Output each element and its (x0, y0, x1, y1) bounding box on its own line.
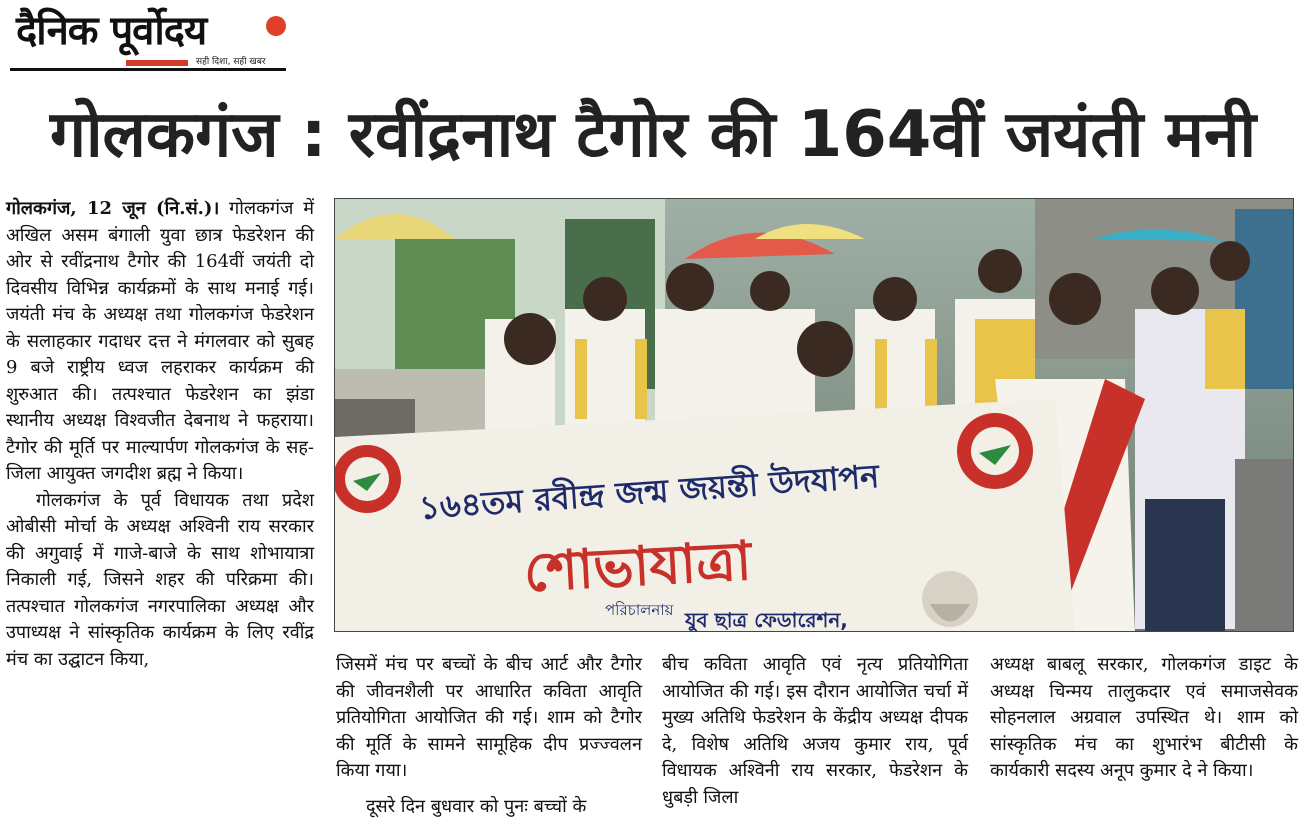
emblem-right-icon (957, 413, 1033, 489)
article-paragraph (6, 196, 314, 488)
emblem-left-icon (335, 445, 401, 513)
article-paragraph: अध्यक्ष बाबलू सरकार, गोलकगंज डाइट के अध्यक्ष चिन्मय तालुकदार एवं समाजसेवक सोहनलाल अग्रवाल उपस्थित थे। शाम को सांस्कृतिक मंच का शुभारंभ बीटीसी के कार्यकारी सदस्य अनूप कुमार दे ने किया। (990, 654, 1298, 781)
article-column-3 (662, 652, 968, 811)
masthead-rule (10, 68, 286, 71)
banner-top-text: ১৬৪তম রবীন্দ্র জন্ম জয়ন্তী উদযাপন (417, 456, 881, 527)
banner-main-text: শোভাযাত্রা (522, 529, 753, 604)
dateline: गोलकगंज, 12 जून (नि.सं.)। (6, 198, 220, 219)
masthead (10, 6, 290, 74)
article-paragraph: दूसरे दिन बुधवार को पुनः बच्चों के (366, 795, 587, 817)
article-column-2 (336, 652, 642, 820)
article-paragraph: गोलकगंज के पूर्व विधायक तथा प्रदेश ओबीसी मोर्चा के अध्यक्ष अश्विनी राय सरकार की अगुवाई में गाजे-बाजे के साथ शोभायात्रा निकाली गई, जिसने शहर की परिक्रमा की। तत्पश्चात गोलकगंज नगरपालिका अध्यक्ष और उपाध्यक्ष ने सांस्कृतिक कार्यक्रम के लिए रवींद्र मंच का उद्घाटन किया, (6, 489, 314, 670)
newspaper-logo: दैनिक पूर्वोदय (16, 8, 207, 54)
masthead-tagline: सही दिशा, सही खबर (196, 57, 266, 67)
news-photo-procession (334, 198, 1294, 632)
article-column-4 (990, 652, 1298, 785)
masthead-red-tag (126, 60, 188, 66)
article-paragraph: जिसमें मंच पर बच्चों के बीच आर्ट और टैगोर की जीवनशैली पर आधारित कविता आवृति प्रतियोगिता आयोजित की गई। शाम को टैगोर की मूर्ति के सामने सामूहिक दीप प्रज्ज्वलन किया गया। (336, 654, 642, 781)
banner-sub-text: পরিচালনায় (605, 601, 674, 619)
article-headline: गोलकगंज : रवींद्रनाथ टैगोर की 164वीं जयंती मनी (49, 98, 1257, 172)
paragraph-text: गोलकगंज में अखिल असम बंगाली युवा छात्र फेडरेशन की ओर से रवींद्रनाथ टैगोर की 164वीं जयंती दो दिवसीय विभिन्न कार्यक्रमों के साथ मनाई गई। जयंती मंच के अध्यक्ष तथा गोलकगंज फेडरेशन के सलाहकार गदाधर दत्त ने मंगलवार को सुबह 9 बजे राष्ट्रीय ध्वज लहराकर कार्यक्रम की शुरुआत की। तत्पश्चात फेडरेशन का झंडा स्थानीय अध्यक्ष विश्वजीत देबनाथ ने फहराया। टैगोर की मूर्ति पर माल्यार्पण गोलकगंज के सह-जिला आयुक्त जगदीश ब्रह्म ने किया। (6, 198, 314, 484)
article-paragraph: बीच कविता आवृति एवं नृत्य प्रतियोगिता आयोजित की गई। इस दौरान आयोजित चर्चा में मुख्य अतिथि फेडरेशन के केंद्रीय अध्यक्ष दीपक दे, विशेष अतिथि अजय कुमार राय, पूर्व विधायक अश्विनी राय सरकार, फेडरेशन के धुबड़ी जिला (662, 654, 968, 808)
procession-illustration (335, 199, 1294, 632)
article-column-1 (6, 196, 314, 673)
banner-sub-text: যুব ছাত্র ফেডারেশন, (685, 608, 848, 632)
tagore-portrait (922, 571, 978, 627)
logo-dot-icon (266, 16, 286, 36)
